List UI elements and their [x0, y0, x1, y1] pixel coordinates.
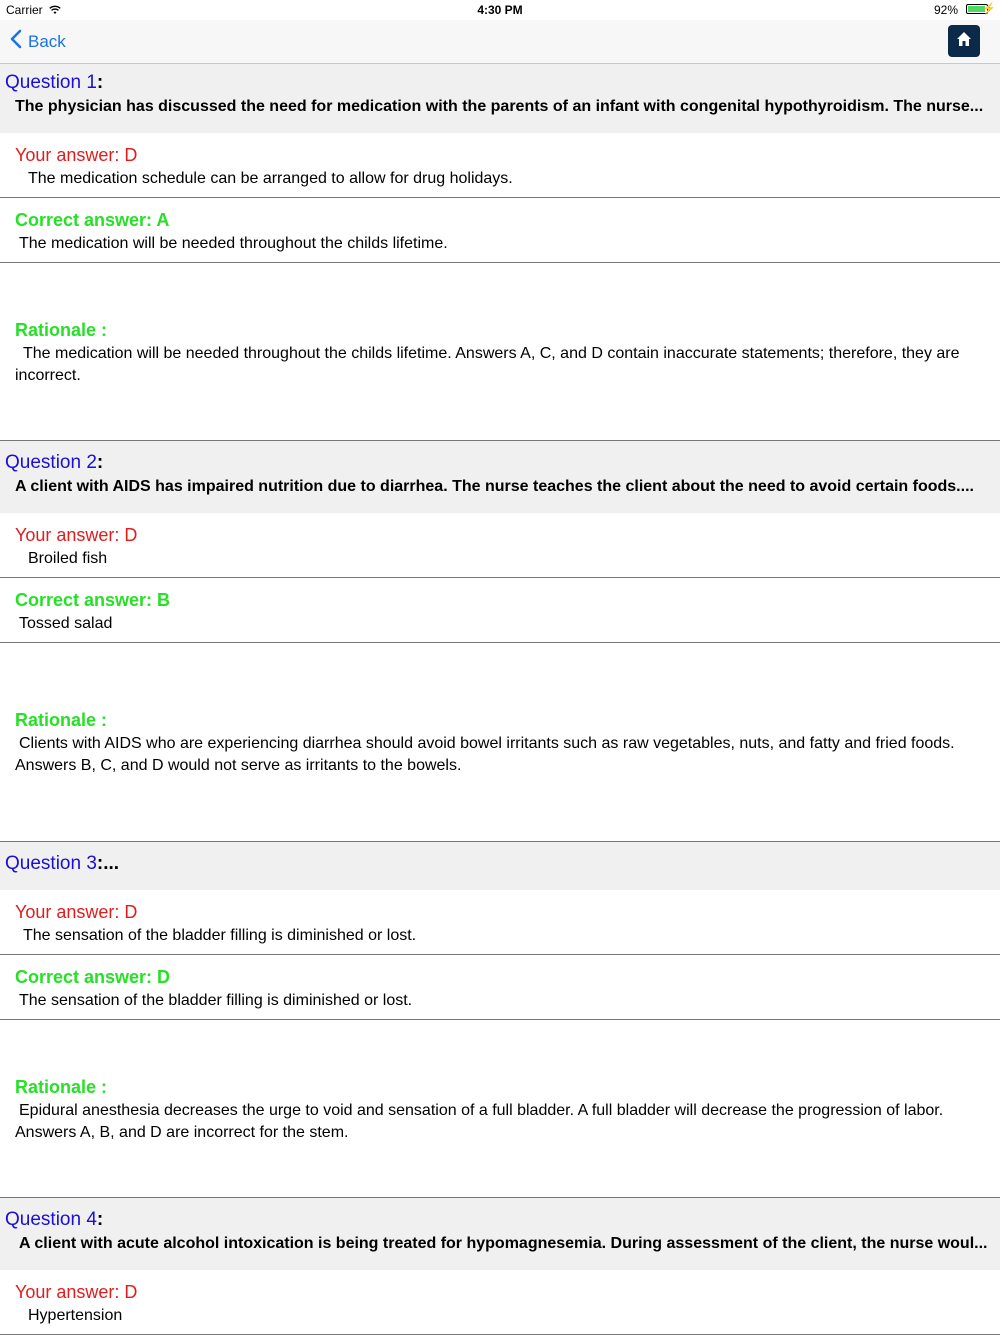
- carrier-label: Carrier: [6, 3, 43, 17]
- question-title: Question 2: [5, 452, 97, 473]
- question-title: Question 4: [5, 1209, 97, 1230]
- question-block: [0, 842, 1000, 1198]
- your-answer-label: Your answer: D: [15, 525, 138, 545]
- rationale-text: Clients with AIDS who are experiencing diarrhea should avoid bowel irritants such as raw vegetables, nuts, and fatty and fried foods. Answers B, C, and D would not serve as irritants to the bowels.: [15, 735, 955, 774]
- rationale-label: Rationale :: [15, 1077, 108, 1097]
- correct-answer-text: The medication will be needed throughout the childs lifetime.: [19, 235, 448, 252]
- question-header: Question 4: A client with acute alcohol intoxication is being treated for hypomagnesemia. During assessment of the client, the nurse woul...: [0, 1198, 1000, 1270]
- correct-answer-text: The sensation of the bladder filling is diminished or lost.: [19, 992, 413, 1009]
- question-block: [0, 64, 1000, 441]
- question-header: Question 2: A client with AIDS has impaired nutrition due to diarrhea. The nurse teaches the client about the need to avoid certain foods....: [0, 441, 1000, 513]
- correct-answer-text: Tossed salad: [19, 615, 113, 632]
- question-text: A client with AIDS has impaired nutrition due to diarrhea. The nurse teaches the client about the need to avoid certain foods....: [15, 478, 974, 495]
- your-answer-label: Your answer: D: [15, 1282, 138, 1302]
- your-answer-text: The sensation of the bladder filling is diminished or lost.: [23, 927, 417, 944]
- your-answer: [0, 890, 1000, 955]
- your-answer: [0, 133, 1000, 198]
- correct-answer-label: Correct answer: D: [15, 967, 171, 987]
- question-title: Question 1: [5, 72, 97, 93]
- rationale: [0, 263, 1000, 441]
- question-header: Question 3:...: [0, 842, 1000, 890]
- correct-answer: [0, 578, 1000, 643]
- your-answer-label: Your answer: D: [15, 902, 138, 922]
- your-answer-text: The medication schedule can be arranged to allow for drug holidays.: [28, 170, 513, 187]
- battery-percent: 92%: [933, 3, 958, 17]
- question-block: [0, 441, 1000, 842]
- results-list: [0, 64, 1000, 1335]
- your-answer-text: Hypertension: [28, 1307, 123, 1324]
- back-label: Back: [28, 31, 66, 51]
- status-bar: [0, 0, 1000, 20]
- your-answer: [0, 513, 1000, 578]
- home-icon: [955, 30, 973, 53]
- your-answer: [0, 1270, 1000, 1335]
- clock: 4:30 PM: [477, 3, 523, 17]
- rationale-label: Rationale :: [15, 320, 108, 340]
- correct-answer: [0, 198, 1000, 263]
- question-block: [0, 1198, 1000, 1335]
- question-header: Question 1: The physician has discussed the need for medication with the parents of an infant with congenital hypothyroidism. The nurse...: [0, 64, 1000, 133]
- navigation-bar: [0, 20, 1000, 64]
- question-text: The physician has discussed the need for medication with the parents of an infant with congenital hypothyroidism. The nurse...: [15, 98, 984, 115]
- rationale-text: The medication will be needed throughout the childs lifetime. Answers A, C, and D contain inaccurate statements; therefore, they are incorrect.: [15, 345, 960, 384]
- question-title: Question 3: [5, 853, 97, 874]
- rationale: [0, 1020, 1000, 1198]
- correct-answer-label: Correct answer: B: [15, 590, 171, 610]
- chevron-left-icon: [10, 29, 22, 54]
- your-answer-label: Your answer: D: [15, 145, 138, 165]
- home-button[interactable]: [948, 25, 980, 57]
- question-text: A client with acute alcohol intoxication is being treated for hypomagnesemia. During assessment of the client, the nurse woul...: [19, 1235, 988, 1252]
- charging-icon: ⚡: [982, 3, 996, 15]
- rationale-label: Rationale :: [15, 710, 108, 730]
- correct-answer-label: Correct answer: A: [15, 210, 170, 230]
- your-answer-text: Broiled fish: [28, 550, 108, 567]
- back-button[interactable]: [10, 29, 66, 54]
- rationale-text: Epidural anesthesia decreases the urge to void and sensation of a full bladder. A full bladder will decrease the progression of labor. Answers A, B, and D are incorrect for the stem.: [15, 1102, 944, 1141]
- rationale: [0, 643, 1000, 842]
- correct-answer: [0, 955, 1000, 1020]
